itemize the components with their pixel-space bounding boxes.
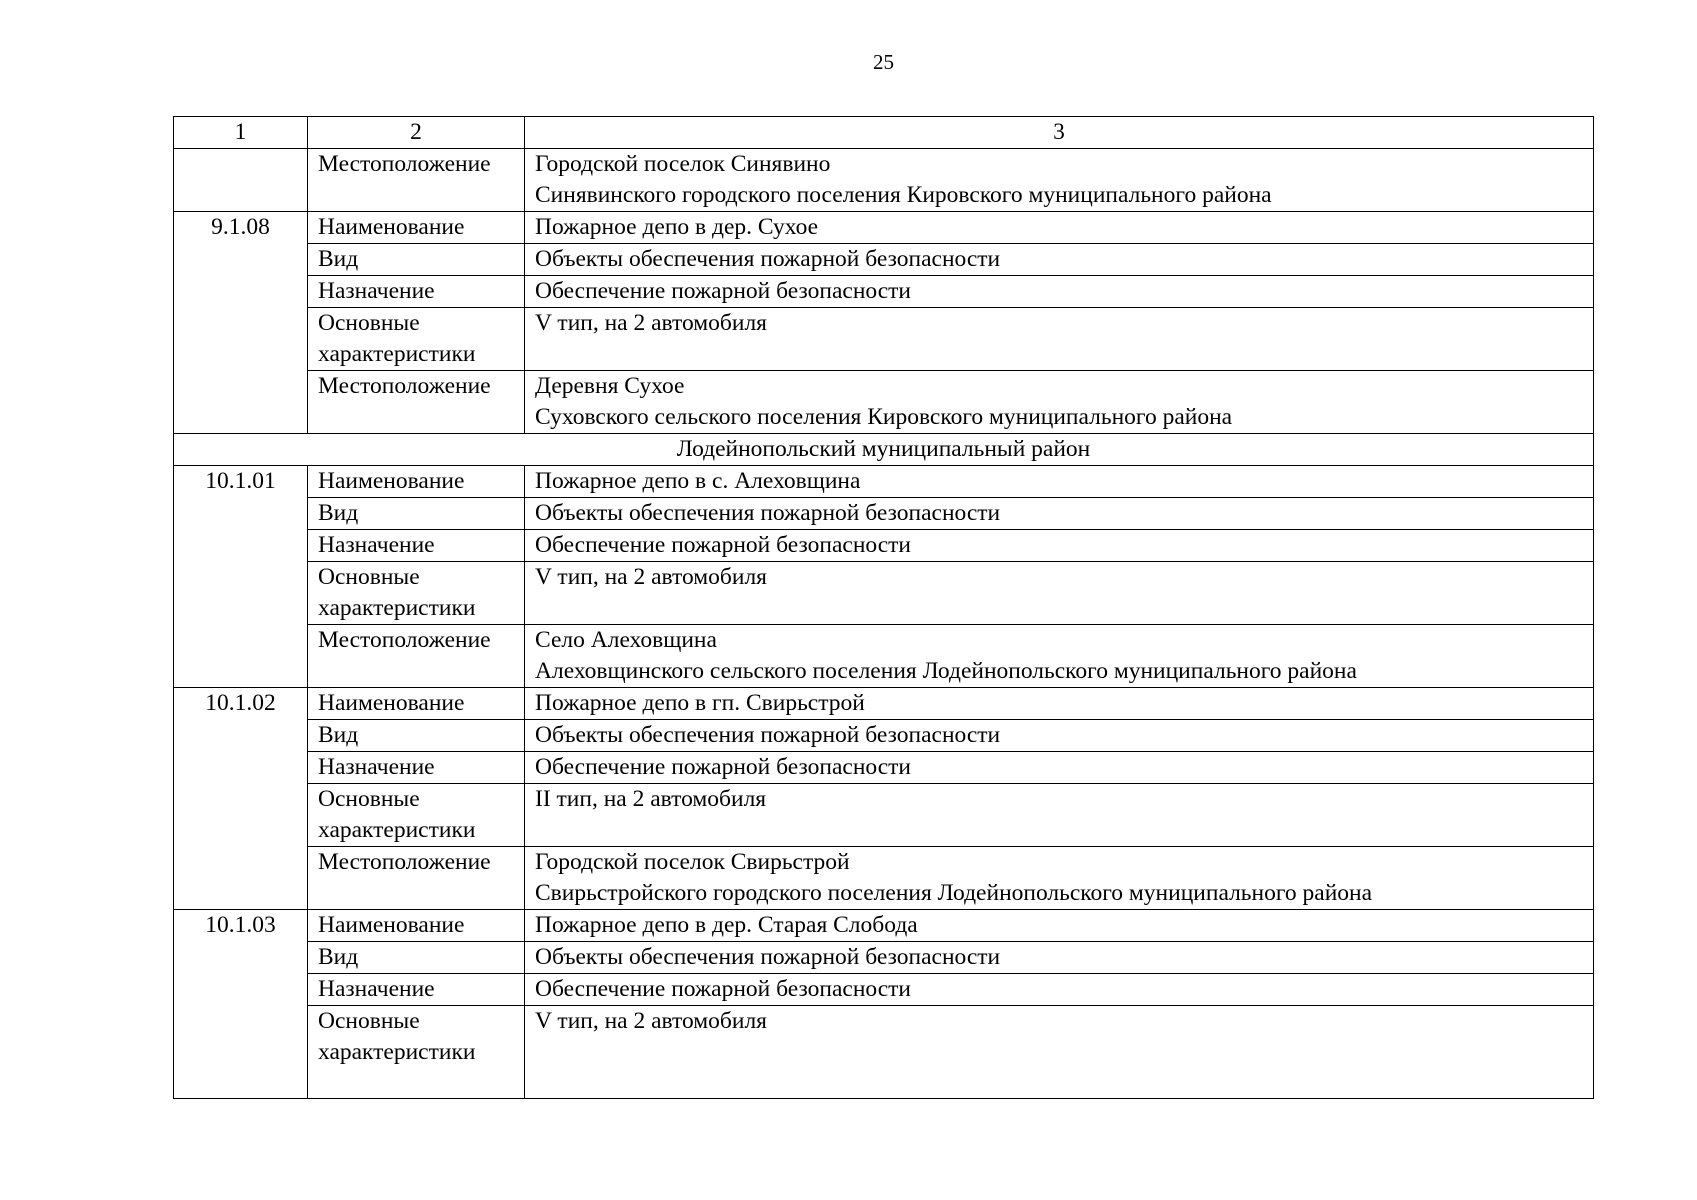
table-row — [174, 688, 1594, 720]
value-line: Деревня Сухое — [535, 373, 685, 399]
attribute-value: Обеспечение пожарной безопасности — [525, 530, 1594, 562]
attribute-value: Пожарное депо в дер. Старая Слобода — [525, 910, 1594, 942]
attribute-label: Назначение — [308, 276, 525, 308]
attribute-label: Вид — [308, 244, 525, 276]
attribute-value: II тип, на 2 автомобиля — [525, 784, 1594, 847]
attribute-value: Обеспечение пожарной безопасности — [525, 276, 1594, 308]
table-row — [174, 149, 1594, 212]
item-id-cell: 10.1.01 — [174, 466, 308, 688]
item-id-cell: 9.1.08 — [174, 212, 308, 434]
label-line: Основные — [318, 1008, 420, 1034]
attribute-value: V тип, на 2 автомобиля — [525, 562, 1594, 625]
label-line: характеристики — [318, 817, 476, 843]
table-row — [174, 562, 1594, 625]
value-line: Село Алеховщина — [535, 627, 717, 653]
label-line: Основные — [318, 564, 420, 590]
attribute-label: Назначение — [308, 530, 525, 562]
table-row — [174, 974, 1594, 1006]
attribute-label — [308, 1006, 525, 1099]
label-line: Основные — [318, 786, 420, 812]
section-row — [174, 434, 1594, 466]
attribute-value: V тип, на 2 автомобиля — [525, 1006, 1594, 1099]
item-id-cell: 10.1.03 — [174, 910, 308, 1099]
value-line: Синявинского городского поселения Кировского муниципального района — [535, 182, 1272, 208]
table-header-row — [174, 117, 1594, 149]
table-row — [174, 276, 1594, 308]
column-number-3: 3 — [525, 117, 1594, 149]
attribute-label: Наименование — [308, 212, 525, 244]
attribute-label — [308, 308, 525, 371]
value-line: Свирьстройского городского поселения Лодейнопольского муниципального района — [535, 880, 1373, 906]
table-row — [174, 1006, 1594, 1099]
attribute-label: Местоположение — [308, 625, 525, 688]
attribute-value: Обеспечение пожарной безопасности — [525, 752, 1594, 784]
attribute-label: Вид — [308, 942, 525, 974]
attribute-value: Пожарное депо в с. Алеховщина — [525, 466, 1594, 498]
table-row — [174, 625, 1594, 688]
label-line: характеристики — [318, 341, 476, 367]
column-number-1: 1 — [174, 117, 308, 149]
table-row — [174, 212, 1594, 244]
item-id-cell: 10.1.02 — [174, 688, 308, 910]
table-row — [174, 752, 1594, 784]
attribute-label: Местоположение — [308, 149, 525, 212]
attribute-value — [525, 149, 1594, 212]
attribute-value — [525, 847, 1594, 910]
attribute-value: V тип, на 2 автомобиля — [525, 308, 1594, 371]
attribute-label: Наименование — [308, 688, 525, 720]
table-row — [174, 847, 1594, 910]
table-row — [174, 498, 1594, 530]
attribute-value: Пожарное депо в гп. Свирьстрой — [525, 688, 1594, 720]
table-row — [174, 308, 1594, 371]
page-number: 25 — [873, 50, 894, 74]
label-line: Основные — [318, 310, 420, 336]
table-row — [174, 910, 1594, 942]
table-row — [174, 784, 1594, 847]
attribute-value — [525, 371, 1594, 434]
value-line: Городской поселок Синявино — [535, 151, 831, 177]
item-id-cell — [174, 149, 308, 212]
column-number-2: 2 — [308, 117, 525, 149]
attribute-label: Наименование — [308, 910, 525, 942]
attribute-label: Вид — [308, 720, 525, 752]
section-title: Лодейнопольский муниципальный район — [174, 434, 1594, 466]
attribute-label: Наименование — [308, 466, 525, 498]
table-row — [174, 942, 1594, 974]
label-line: характеристики — [318, 1039, 476, 1065]
table-row — [174, 466, 1594, 498]
attribute-label: Назначение — [308, 974, 525, 1006]
attribute-label: Назначение — [308, 752, 525, 784]
table-row — [174, 244, 1594, 276]
facilities-table — [173, 116, 1594, 1099]
attribute-value: Объекты обеспечения пожарной безопасности — [525, 244, 1594, 276]
attribute-value — [525, 625, 1594, 688]
attribute-label — [308, 784, 525, 847]
attribute-label: Местоположение — [308, 847, 525, 910]
value-line: Суховского сельского поселения Кировского муниципального района — [535, 404, 1233, 430]
value-line: Городской поселок Свирьстрой — [535, 849, 850, 875]
attribute-value: Объекты обеспечения пожарной безопасности — [525, 498, 1594, 530]
attribute-label: Местоположение — [308, 371, 525, 434]
table-row — [174, 530, 1594, 562]
attribute-label — [308, 562, 525, 625]
table-row — [174, 720, 1594, 752]
attribute-value: Объекты обеспечения пожарной безопасности — [525, 720, 1594, 752]
value-line: Алеховщинского сельского поселения Лодейнопольского муниципального района — [535, 658, 1357, 684]
attribute-value: Обеспечение пожарной безопасности — [525, 974, 1594, 1006]
label-line: характеристики — [318, 595, 476, 621]
attribute-value: Объекты обеспечения пожарной безопасности — [525, 942, 1594, 974]
table-row — [174, 371, 1594, 434]
attribute-label: Вид — [308, 498, 525, 530]
attribute-value: Пожарное депо в дер. Сухое — [525, 212, 1594, 244]
